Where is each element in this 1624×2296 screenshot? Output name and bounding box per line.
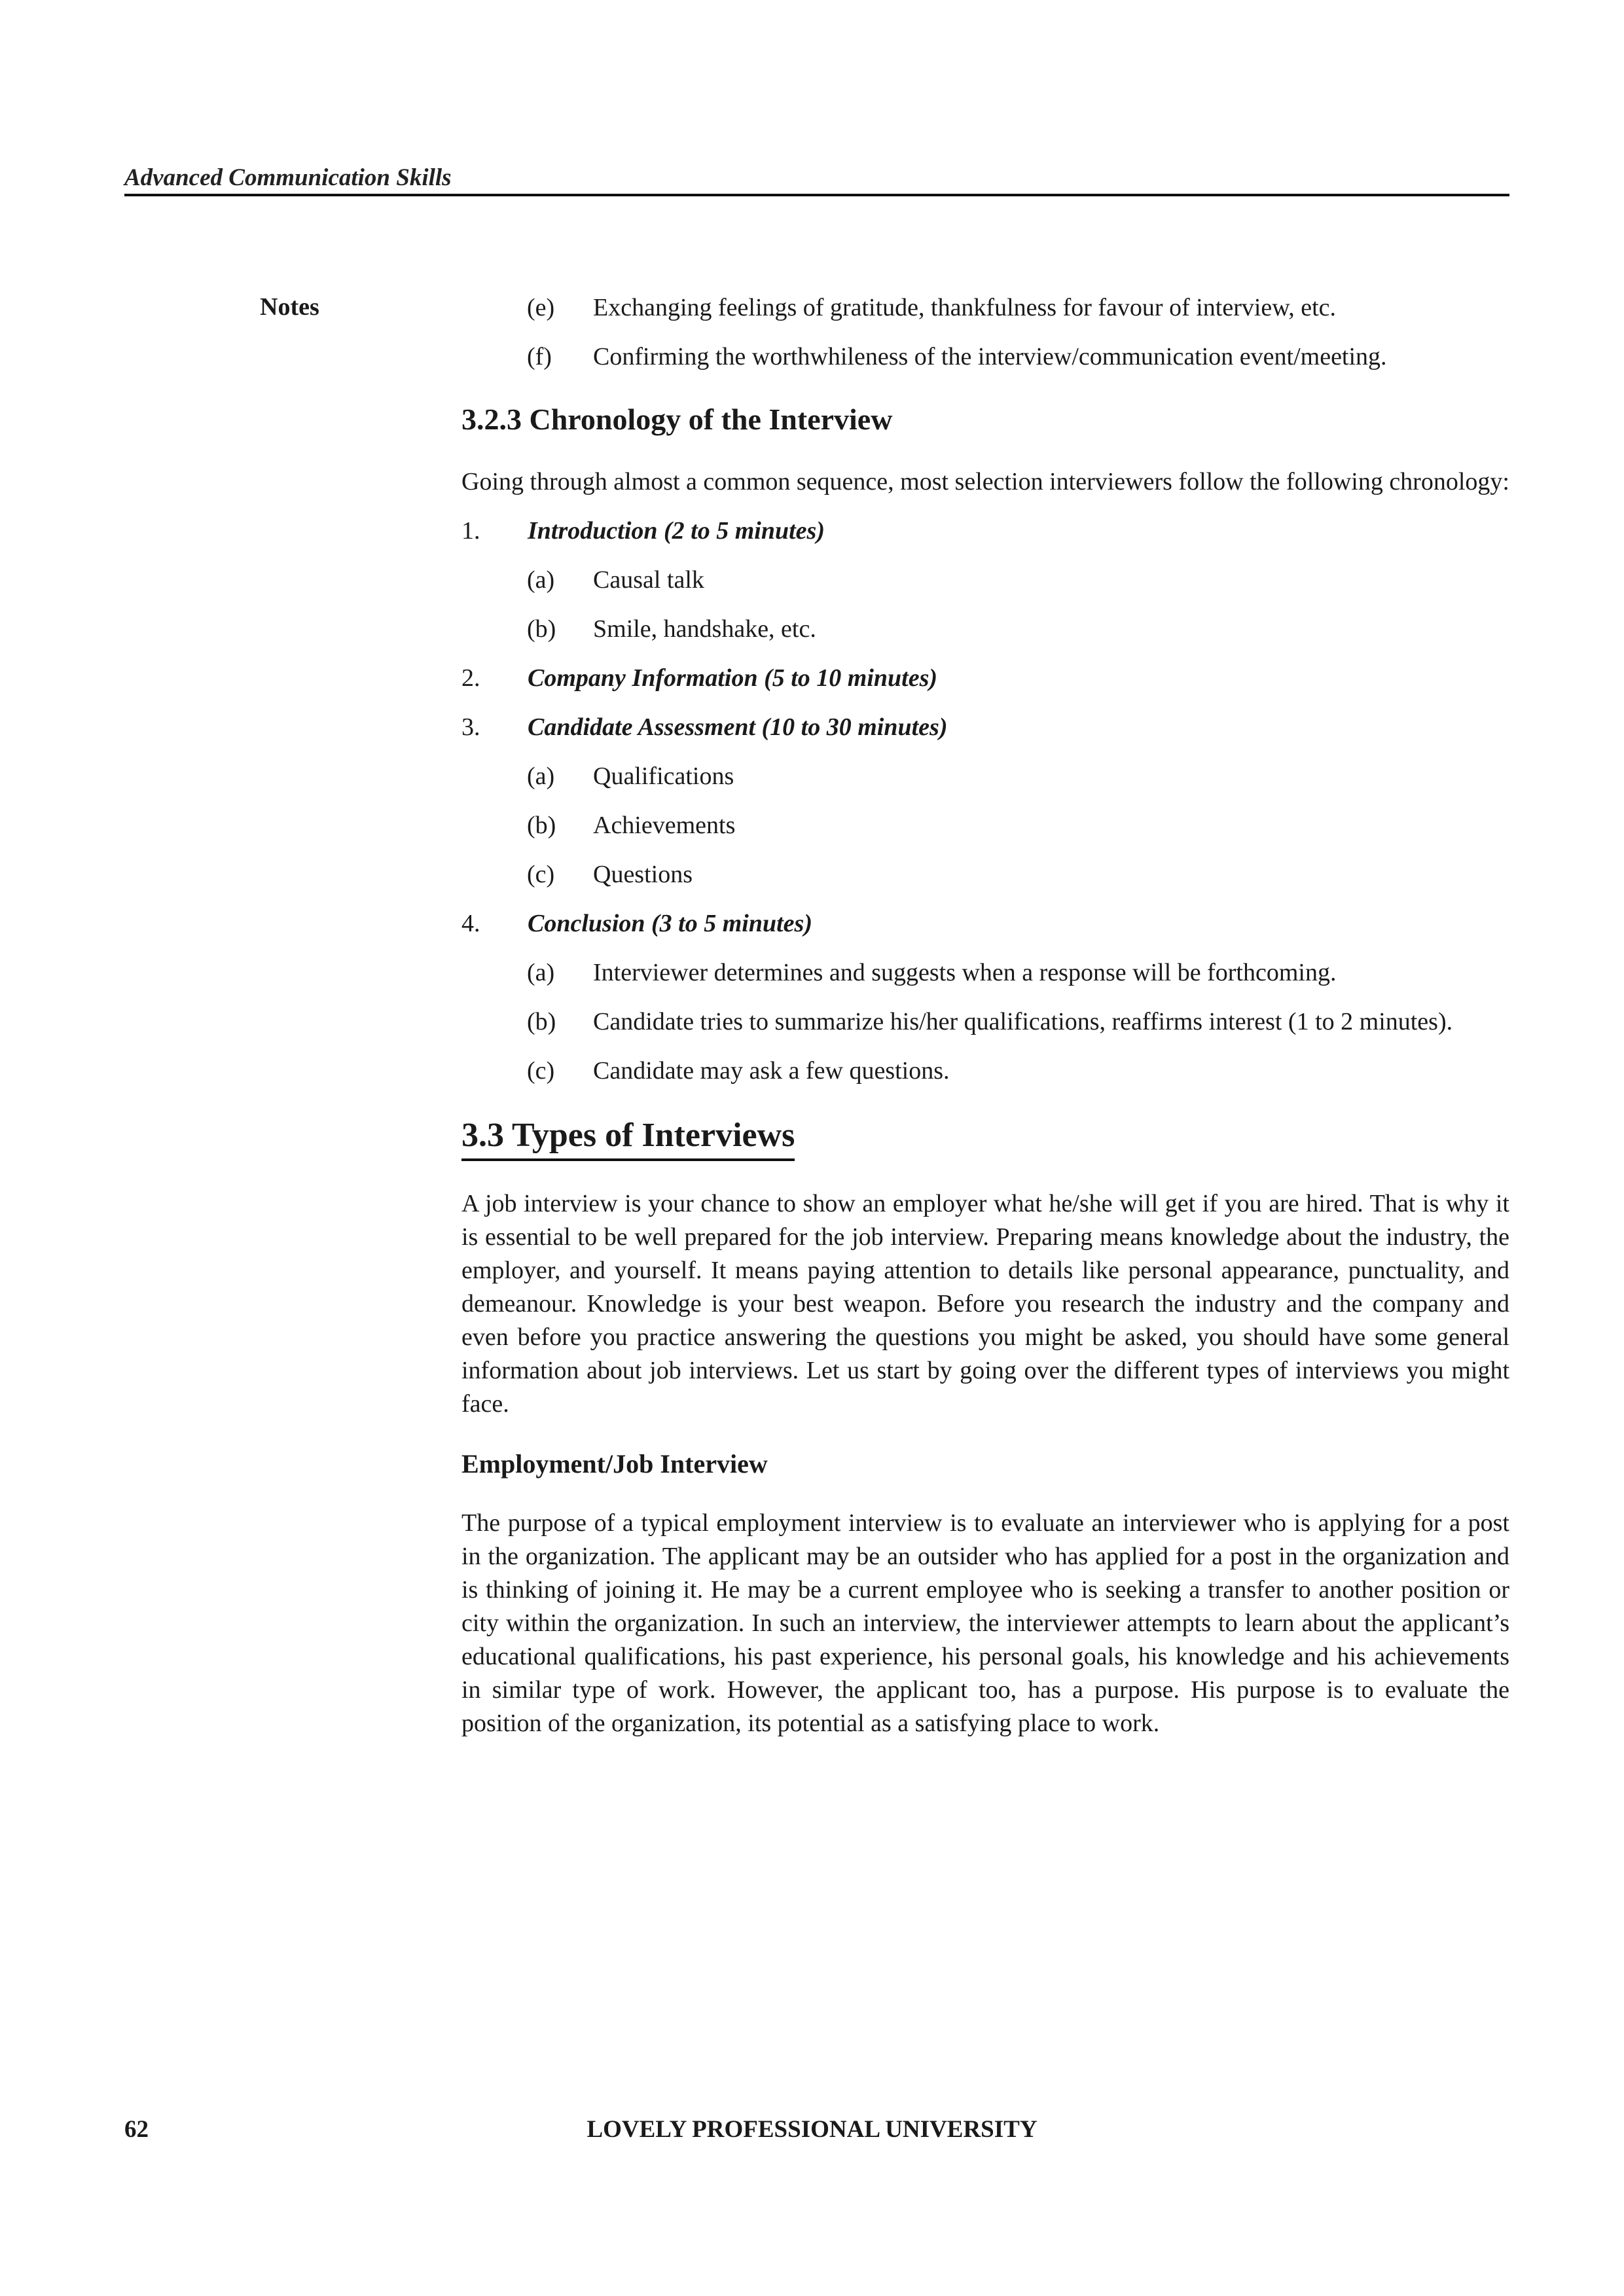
types-intro-paragraph: A job interview is your chance to show an employer what he/she will get if you are hired. That is why it is essential to be well prepared for the job interview. Preparing means knowledge about the industry, the employer, and yourself. It means paying attention to details like personal appearance, punctuality, and demeanour. Knowledge is your best weapon. Before you research the industry and the company and even before you practice answering the questions you might be asked, you should have some general information about job interviews. Let us start by going over the different types of interviews you might face.	[461, 1190, 1509, 1418]
step-4	[461, 907, 1509, 941]
list-marker: (e)	[527, 294, 555, 321]
step-number: 2.	[461, 664, 480, 692]
header-rule	[124, 194, 1509, 196]
section-heading-3-2-3: 3.2.3 Chronology of the Interview	[461, 403, 893, 436]
step-1	[461, 514, 1509, 548]
footer-university: LOVELY PROFESSIONAL UNIVERSITY	[586, 2116, 1038, 2143]
step-title: Introduction (2 to 5 minutes)	[528, 517, 825, 545]
step-number: 1.	[461, 517, 480, 545]
list-item-text: Confirming the worthwhileness of the interview/communication event/meeting.	[593, 343, 1387, 370]
step-title: Company Information (5 to 10 minutes)	[528, 664, 938, 692]
list-item-e	[527, 291, 1509, 325]
step-title: Candidate Assessment (10 to 30 minutes)	[528, 713, 948, 741]
step-number: 3.	[461, 713, 480, 741]
list-marker: (c)	[527, 861, 555, 888]
step-1-item-a	[527, 564, 1509, 597]
step-2	[461, 662, 1509, 695]
step-3-item-b	[527, 809, 1509, 842]
list-item-text: Achievements	[593, 812, 736, 839]
list-marker: (a)	[527, 566, 555, 594]
subheading-employment-interview: Employment/Job Interview	[461, 1449, 768, 1479]
step-3-item-a	[527, 760, 1509, 793]
step-4-item-a	[527, 956, 1509, 990]
step-4-item-c	[527, 1054, 1509, 1088]
list-item-text: Candidate may ask a few questions.	[593, 1057, 950, 1085]
page-number: 62	[124, 2116, 149, 2143]
employment-interview-paragraph: The purpose of a typical employment interview is to evaluate an interviewer who is applying for a post in the organization. The applicant may be an outsider who has applied for a post in the organization and is thinking of joining it. He may be a current employee who is seeking a transfer to another position or city within the organization. In such an interview, the interviewer attempts to learn about the applicant’s educational qualifications, his past experience, his personal goals, his knowledge and his achievements in similar type of work. However, the applicant too, has a purpose. His purpose is to evaluate the position of the organization, its potential as a satisfying place to work.	[461, 1509, 1509, 1737]
list-marker: (a)	[527, 762, 555, 790]
list-item-text: Causal talk	[593, 566, 704, 594]
list-marker: (f)	[527, 343, 552, 370]
list-marker: (a)	[527, 959, 555, 986]
step-1-item-b	[527, 613, 1509, 646]
step-3-item-c	[527, 858, 1509, 891]
list-item-text: Smile, handshake, etc.	[593, 615, 816, 643]
list-item-text: Exchanging feelings of gratitude, thankfulness for favour of interview, etc.	[593, 294, 1337, 321]
list-marker: (b)	[527, 812, 556, 839]
section-heading-3-3: 3.3 Types of Interviews	[461, 1114, 795, 1161]
list-item-text: Qualifications	[593, 762, 734, 790]
chronology-intro: Going through almost a common sequence, most selection interviewers follow the following chronology:	[461, 468, 1509, 495]
list-marker: (c)	[527, 1057, 555, 1085]
list-item-text: Interviewer determines and suggests when a response will be forthcoming.	[593, 959, 1337, 986]
step-4-item-b	[527, 1005, 1509, 1039]
step-title: Conclusion (3 to 5 minutes)	[528, 910, 812, 937]
step-number: 4.	[461, 910, 480, 937]
list-item-text: Questions	[593, 861, 693, 888]
running-header: Advanced Communication Skills	[124, 164, 452, 191]
list-marker: (b)	[527, 1008, 556, 1035]
list-item-text: Candidate tries to summarize his/her qualifications, reaffirms interest (1 to 2 minutes).	[593, 1008, 1453, 1035]
notes-margin-label: Notes	[260, 293, 319, 321]
list-item-f	[527, 340, 1509, 374]
step-3	[461, 711, 1509, 744]
main-content	[461, 291, 1509, 1740]
list-marker: (b)	[527, 615, 556, 643]
